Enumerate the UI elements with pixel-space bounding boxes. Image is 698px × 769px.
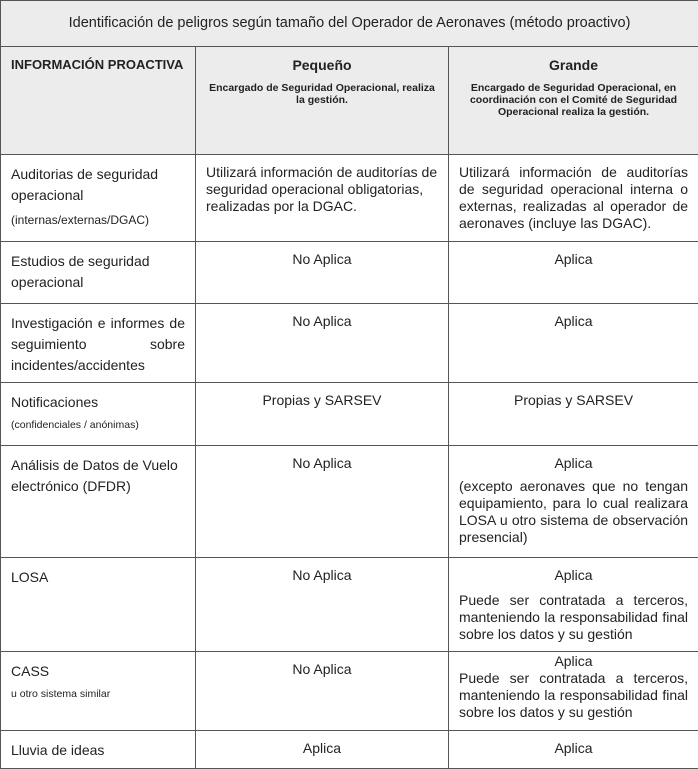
- cell-large: Aplica: [449, 731, 698, 769]
- cell-large: [449, 652, 698, 731]
- cell-large: Aplica: [449, 242, 698, 304]
- row-name: Auditorias de seguridad operacional: [11, 166, 158, 203]
- row-sub: u otro sistema similar: [11, 684, 185, 705]
- header-large-desc: Encargado de Seguridad Operacional, en coordinación con el Comité de Seguridad Operacional realiza la gestión.: [449, 82, 698, 118]
- cell-large-value: Aplica: [459, 455, 688, 472]
- cell-small: Aplica: [196, 731, 449, 769]
- cell-small: No Aplica: [196, 242, 449, 304]
- table-row: [1, 652, 698, 731]
- table-row: [1, 446, 698, 558]
- row-name: CASS: [11, 663, 49, 679]
- table-row: [1, 304, 698, 383]
- header-small-label: Pequeño: [196, 57, 448, 74]
- header-large-label: Grande: [449, 57, 698, 74]
- table-title: Identificación de peligros según tamaño del Operador de Aeronaves (método proactivo): [1, 1, 698, 47]
- header-large: [449, 47, 698, 155]
- cell-large-value: Aplica: [459, 567, 688, 584]
- cell-large-note: (excepto aeronaves que no tengan equipamiento, para lo cual realizara LOSA u otro sistema de observación presencial): [459, 478, 688, 546]
- row-name: Notificaciones: [11, 394, 98, 410]
- cell-small: Propias y SARSEV: [196, 383, 449, 446]
- row-label: Análisis de Datos de Vuelo electrónico (DFDR): [1, 446, 196, 558]
- row-sub: (internas/externas/DGAC): [11, 210, 185, 231]
- cell-large: Propias y SARSEV: [449, 383, 698, 446]
- row-label: Investigación e informes de seguimiento sobre incidentes/accidentes: [1, 304, 196, 383]
- row-label: [1, 652, 196, 731]
- header-row: [1, 47, 698, 155]
- row-label: LOSA: [1, 558, 196, 652]
- cell-small: Utilizará información de auditorías de seguridad operacional obligatorias, realizadas por la DGAC.: [196, 155, 449, 242]
- table-row: [1, 155, 698, 242]
- cell-large: [449, 558, 698, 652]
- header-small-desc: Encargado de Seguridad Operacional, realiza la gestión.: [196, 82, 448, 106]
- table-row: [1, 731, 698, 769]
- cell-small: No Aplica: [196, 652, 449, 731]
- row-label: Estudios de seguridad operacional: [1, 242, 196, 304]
- table-row: [1, 383, 698, 446]
- cell-large: Utilizará información de auditorías de seguridad operacional interna o externas, realizadas al operador de aeronaves (incluye las DGAC).: [449, 155, 698, 242]
- cell-large-value: Aplica: [459, 653, 688, 670]
- cell-small: No Aplica: [196, 446, 449, 558]
- table-row: [1, 242, 698, 304]
- header-proactive-info: INFORMACIÓN PROACTIVA: [1, 47, 196, 155]
- row-label: [1, 155, 196, 242]
- table-row: [1, 558, 698, 652]
- cell-large-note: Puede ser contratada a terceros, manteniendo la responsabilidad final sobre los datos y su gestión: [459, 670, 688, 721]
- cell-small: No Aplica: [196, 558, 449, 652]
- cell-large: Aplica: [449, 304, 698, 383]
- row-label: [1, 383, 196, 446]
- row-label: Lluvia de ideas: [1, 731, 196, 769]
- row-sub: (confidenciales / anónimas): [11, 415, 185, 436]
- header-small: [196, 47, 449, 155]
- cell-small: No Aplica: [196, 304, 449, 383]
- cell-large: [449, 446, 698, 558]
- cell-large-note: Puede ser contratada a terceros, manteniendo la responsabilidad final sobre los datos y su gestión: [459, 592, 688, 643]
